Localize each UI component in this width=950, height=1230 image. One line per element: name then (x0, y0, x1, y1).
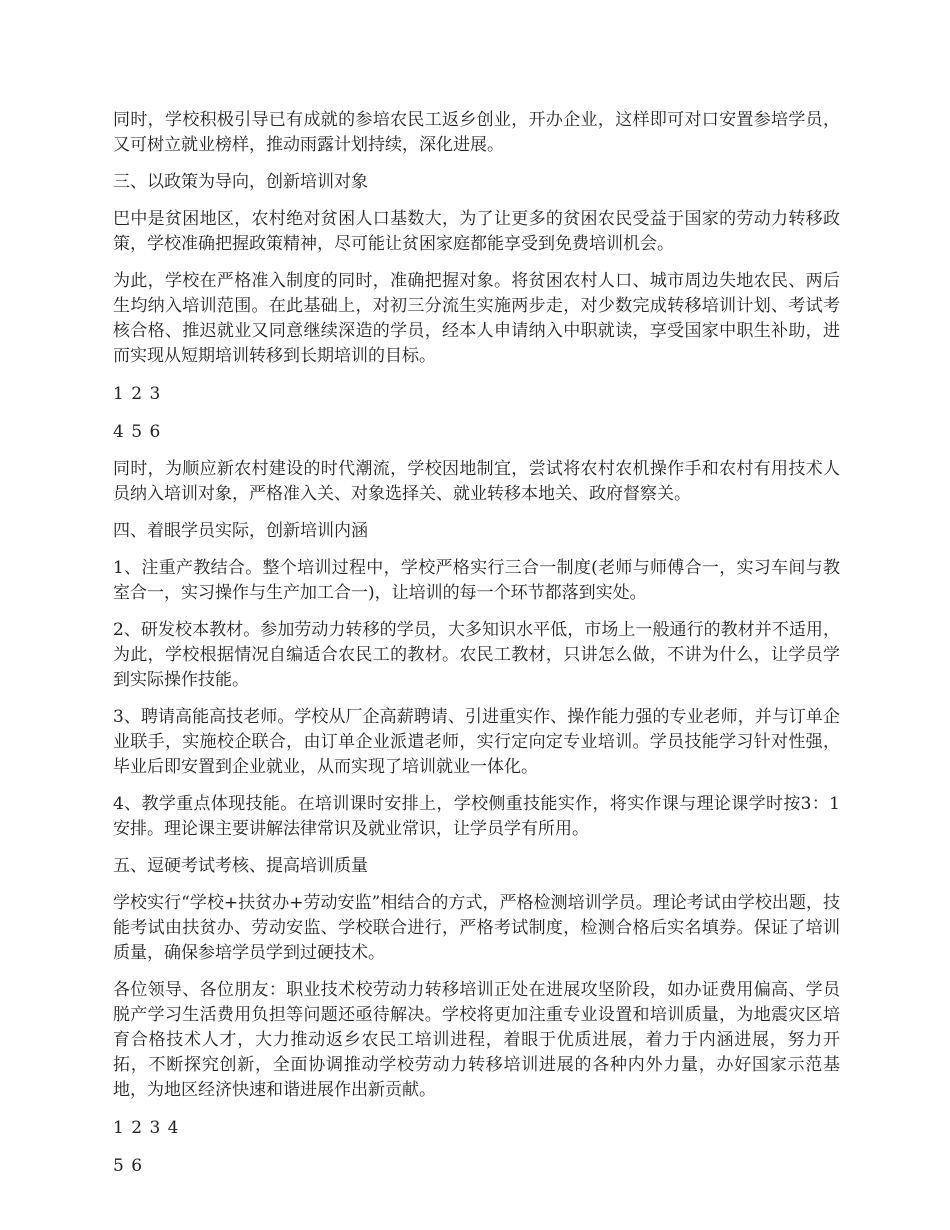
paragraph-item-2: 2、研发校本教材。参加劳动力转移的学员，大多知识水平低，市场上一般通行的教材并不适用，为此，学校根据情况自编适合农民工的教材。农民工教材，只讲怎么做，不讲为什么，让学员学到实际操作技能。 (113, 620, 840, 690)
paragraph-item-3: 3、聘请高能高技老师。学校从厂企高薪聘请、引进重实作、操作能力强的专业老师，并与订单企业联手，实施校企联合，由订单企业派遣老师，实行定向定专业培训。学员技能学习针对性强，毕业后即安置到企业就业，从而实现了培训就业一体化。 (113, 707, 840, 777)
section-heading-4: 四、着眼学员实际，创新培训内涵 (113, 521, 368, 541)
paragraph-exam-system: 学校实行“学校+扶贫办+劳动安监”相结合的方式，严格检测培训学员。理论考试由学校出题，技能考试由扶贫办、劳动安监、学校联合进行，严格考试制度，检测合格后实名填券。保证了培训质量，确保参培学员学到过硬技术。 (113, 893, 840, 963)
section-heading-5: 五、逗硬考试考核、提高培训质量 (113, 856, 368, 876)
section-heading-3: 三、以政策为导向，创新培训对象 (113, 172, 368, 192)
paragraph-bazhong-poverty: 巴中是贫困地区，农村绝对贫困人口基数大，为了让更多的贫困农民受益于国家的劳动力转移政策，学校准确把握政策精神，尽可能让贫困家庭都能享受到免费培训机会。 (113, 209, 840, 254)
paragraph-item-4: 4、教学重点体现技能。在培训课时安排上，学校侧重技能实作，将实作课与理论课学时按3：1安排。理论课主要讲解法律常识及就业常识，让学员学有所用。 (113, 794, 840, 839)
paragraph-admission-policy: 为此，学校在严格准入制度的同时，准确把握对象。将贫困农村人口、城市周边失地农民、两后生均纳入培训范围。在此基础上，对初三分流生实施两步走，对少数完成转移培训计划、考试考核合格、推迟就业又同意继续深造的学员，经本人申请纳入中职就读，享受国家中职生补助，进而实现从短期培训转移到长期培训的目标。 (113, 271, 840, 366)
paragraph-return-entrepreneurship: 同时，学校积极引导已有成就的参培农民工返乡创业，开办企业，这样即可对口安置参培学员，又可树立就业榜样，推动雨露计划持续，深化进展。 (113, 110, 840, 155)
page-numbers-1: 1 2 3 (113, 384, 162, 404)
paragraph-closing: 各位领导、各位朋友：职业技术校劳动力转移培训正处在进展攻坚阶段，如办证费用偏高、学员脱产学习生活费用负担等问题还亟待解决。学校将更加注重专业设置和培训质量，为地震灾区培育合格技术人才，大力推动返乡农民工培训进程，着眼于优质进展，着力于内涵进展，努力开拓，不断探究创新，全面协调推动学校劳动力转移培训进展的各种内外力量，办好国家示范基地，为地区经济快速和谐进展作出新贡献。 (113, 980, 840, 1100)
paragraph-new-rural: 同时，为顺应新农村建设的时代潮流，学校因地制宜，尝试将农村农机操作手和农村有用技术人员纳入培训对象，严格准入关、对象选择关、就业转移本地关、政府督察关。 (113, 459, 840, 504)
paragraph-item-1: 1、注重产教结合。整个培训过程中，学校严格实行三合一制度(老师与师傅合一，实习车间与教室合一，实习操作与生产加工合一)，让培训的每一个环节都落到实处。 (113, 558, 840, 603)
page-numbers-3: 1 2 3 4 (113, 1118, 180, 1138)
page-numbers-4: 5 6 (113, 1156, 144, 1176)
page-numbers-2: 4 5 6 (113, 422, 162, 442)
